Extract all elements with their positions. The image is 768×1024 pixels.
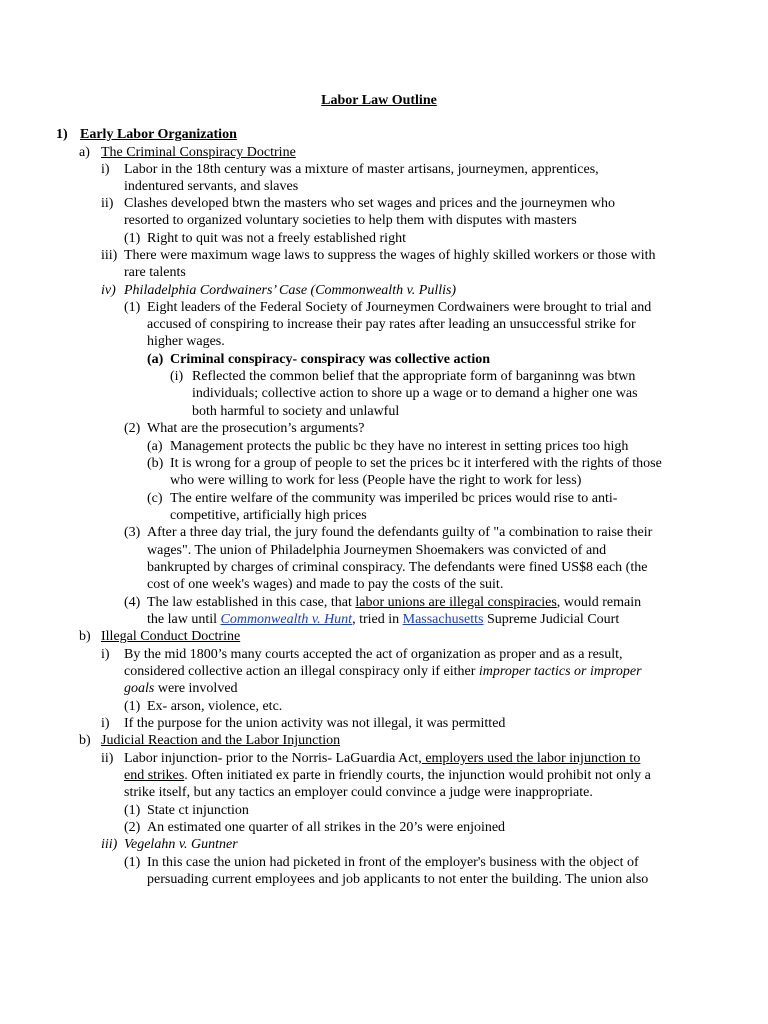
item-text: strike itself, but any tactics an employer could convince a judge were inappropriate. <box>124 785 593 800</box>
item-text: In this case the union had picketed in front of the employer's business with the object of <box>147 855 639 870</box>
item-label: (a) <box>147 439 163 454</box>
underlined-text: end strikes <box>124 768 185 783</box>
item-text: rare talents <box>124 265 186 280</box>
underlined-text: employers used the labor injunction to <box>421 751 641 766</box>
item-text: There were maximum wage laws to suppress the wages of highly skilled workers or those with <box>124 248 656 263</box>
item-label: i) <box>101 647 110 662</box>
section-number: 1) <box>56 127 68 142</box>
text-run: , tried in <box>352 612 403 627</box>
item-text: Eight leaders of the Federal Society of Journeymen Cordwainers were brought to trial and <box>147 300 652 315</box>
item-text: Management protects the public bc they have no interest in setting prices too high <box>170 439 629 454</box>
item-text: indentured servants, and slaves <box>124 179 299 194</box>
item-label: iv) <box>101 283 116 298</box>
item-text <box>124 663 642 680</box>
italic-text: goals <box>124 681 155 696</box>
item-label: (1) <box>124 803 141 818</box>
item-text: An estimated one quarter of all strikes in the 20’s were enjoined <box>147 820 506 835</box>
item-label: iii) <box>101 248 118 263</box>
subsection-heading: Illegal Conduct Doctrine <box>101 629 241 644</box>
item-text: Right to quit was not a freely established right <box>147 231 406 246</box>
item-text: persuading current employees and job applicants to not enter the building. The union also <box>147 872 649 887</box>
item-text: After a three day trial, the jury found the defendants guilty of "a combination to raise their <box>147 525 653 540</box>
item-text: higher wages. <box>147 334 225 349</box>
item-label: (2) <box>124 820 141 835</box>
item-label: i) <box>101 162 110 177</box>
item-text: Reflected the common belief that the appropriate form of barganinng was btwn <box>192 369 636 384</box>
item-text: Clashes developed btwn the masters who set wages and prices and the journeymen who <box>124 196 616 211</box>
text-run: considered collective action an illegal conspiracy only if either <box>124 664 479 679</box>
item-text <box>147 611 619 628</box>
item-label: (1) <box>124 855 141 870</box>
item-label: (i) <box>170 369 184 384</box>
case-link[interactable]: Commonwealth v. Hunt <box>220 612 353 627</box>
text-run: Labor injunction- prior to the Norris- LaGuardia Act, <box>124 751 422 766</box>
section-heading: Early Labor Organization <box>80 127 237 142</box>
item-label: (b) <box>147 456 164 471</box>
text-run: the law until <box>147 612 221 627</box>
item-text <box>147 594 641 611</box>
item-text: What are the prosecution’s arguments? <box>147 421 365 436</box>
italic-text: improper tactics or improper <box>478 664 642 679</box>
item-text: State ct injunction <box>147 803 249 818</box>
item-label: (1) <box>124 231 141 246</box>
item-text: wages". The union of Philadelphia Journeymen Shoemakers was convicted of and <box>147 543 607 558</box>
item-text: who were willing to work for less (People have the right to work for less) <box>170 473 582 488</box>
item-label: (1) <box>124 300 141 315</box>
item-label: i) <box>101 716 110 731</box>
item-text: The entire welfare of the community was imperiled bc prices would rise to anti- <box>170 491 618 506</box>
item-label: ii) <box>101 751 114 766</box>
item-text: By the mid 1800’s many courts accepted the act of organization as proper and as a result, <box>124 647 623 662</box>
text-run: . Often initiated ex parte in friendly courts, the injunction would prohibit not only a <box>184 768 651 783</box>
document-title: Labor Law Outline <box>321 93 437 108</box>
item-label: ii) <box>101 196 114 211</box>
case-name: Vegelahn v. Guntner <box>124 837 238 852</box>
subsection-label: b) <box>79 629 91 644</box>
text-run: The law established in this case, that <box>147 595 356 610</box>
item-text: It is wrong for a group of people to set the prices bc it interfered with the rights of those <box>170 456 662 471</box>
massachusetts-link[interactable]: Massachusetts <box>402 612 484 627</box>
underlined-text: labor unions are illegal conspiracies <box>355 595 557 610</box>
subsection-heading: The Criminal Conspiracy Doctrine <box>101 145 296 160</box>
item-label: (1) <box>124 699 141 714</box>
subsection-label: b) <box>79 733 91 748</box>
item-text <box>124 767 651 784</box>
item-text: both harmful to society and unlawful <box>192 404 400 419</box>
item-text: individuals; collective action to shore up a wage or to demand a higher one was <box>192 386 638 401</box>
text-run: , would remain <box>556 595 642 610</box>
item-label: (4) <box>124 595 141 610</box>
item-text: Ex- arson, violence, etc. <box>147 699 283 714</box>
subsection-heading: Judicial Reaction and the Labor Injunction <box>101 733 341 748</box>
text-run: were involved <box>154 681 238 696</box>
item-text <box>124 680 238 697</box>
item-label: (c) <box>147 491 163 506</box>
item-text: resorted to organized voluntary societies to help them with disputes with masters <box>124 213 577 228</box>
item-text: Criminal conspiracy- conspiracy was collective action <box>170 352 491 367</box>
item-label: iii) <box>101 837 118 852</box>
item-label: (3) <box>124 525 141 540</box>
item-text: competitive, artificially high prices <box>170 508 367 523</box>
case-name: Philadelphia Cordwainers’ Case (Commonwealth v. Pullis) <box>124 283 457 298</box>
item-text: bankrupted by charges of criminal conspiracy. The defendants were fined US$8 each (the <box>147 560 648 575</box>
subsection-label: a) <box>79 145 90 160</box>
item-text: If the purpose for the union activity was not illegal, it was permitted <box>124 716 506 731</box>
item-text: Labor in the 18th century was a mixture of master artisans, journeymen, apprentices, <box>124 162 599 177</box>
item-label: (2) <box>124 421 141 436</box>
item-text: accused of conspiring to increase their pay rates after leading an unsuccessful strike for <box>147 317 636 332</box>
item-text: cost of one week's wages) and made to pay the costs of the suit. <box>147 577 504 592</box>
item-label: (a) <box>147 352 164 367</box>
item-text <box>124 750 640 767</box>
text-run: Supreme Judicial Court <box>483 612 620 627</box>
